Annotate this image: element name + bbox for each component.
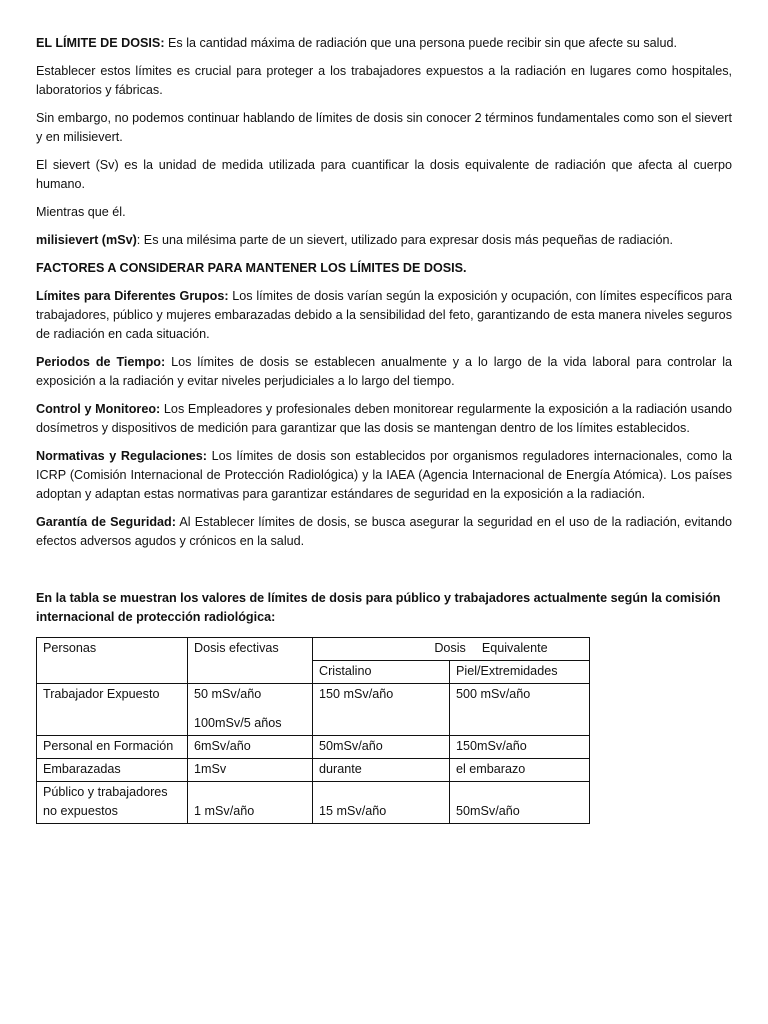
cell-cristalino: 15 mSv/año <box>313 782 450 824</box>
dose-limits-table <box>36 637 590 824</box>
paragraph-importance: Establecer estos límites es crucial para proteger a los trabajadores expuestos a la radiación en lugares como hospitales, laboratorios y fábricas. <box>36 64 732 97</box>
table-row <box>37 759 590 782</box>
cell-persona: Trabajador Expuesto <box>37 684 188 736</box>
cell-persona: Público y trabajadores no expuestos <box>37 782 188 824</box>
cell-cristalino: 50mSv/año <box>313 736 450 759</box>
cell-efectiva: 1mSv <box>188 759 313 782</box>
paragraph-sievert: El sievert (Sv) es la unidad de medida utilizada para cuantificar la dosis equivalente de radiación que afecta al cuerpo humano. <box>36 158 732 191</box>
document-body <box>36 34 732 824</box>
table-row <box>37 684 590 736</box>
table-row <box>37 782 590 824</box>
cell-efectiva: 50 mSv/año 100mSv/5 años <box>188 684 313 736</box>
paragraph-millisievert: milisievert (mSv): Es una milésima parte de un sievert, utilizado para expresar dosis más pequeñas de radiación. <box>36 233 674 247</box>
cell-cristalino: durante <box>313 759 450 782</box>
table-header-row <box>37 638 590 661</box>
cell-cristalino: 150 mSv/año <box>313 684 450 736</box>
header-cristalino: Cristalino <box>313 661 450 684</box>
paragraph-safety: Garantía de Seguridad: Al Establecer límites de dosis, se busca asegurar la seguridad en el uso de la radiación, evitando efectos adversos agudos y crónicos en la salud. <box>36 515 733 548</box>
table-row <box>37 736 590 759</box>
paragraph-time-periods: Periodos de Tiempo: Los límites de dosis se establecen anualmente y a lo largo de la vida laboral para controlar la exposición a la radiación y evitar niveles perjudiciales a lo largo del tiempo. <box>36 355 732 388</box>
paragraph-regulations: Normativas y Regulaciones: Los límites de dosis son establecidos por organismos reguladores internacionales, como la ICRP (Comisión Internacional de Protección Radiológica) y la IAEA (Agencia Internacional de Energía Atómica). Los países adoptan y adaptan estas normativas para garantizar estándares de seguridad en la exposición a la radiación. <box>36 449 732 501</box>
header-dosis-equivalente: Dosis Equivalente <box>313 638 590 661</box>
header-personas: Personas <box>37 638 188 684</box>
cell-efectiva: 1 mSv/año <box>188 782 313 824</box>
cell-piel: 150mSv/año <box>450 736 590 759</box>
paragraph-groups: Límites para Diferentes Grupos: Los límites de dosis varían según la exposición y ocupación, con límites específicos para trabajadores, público y mujeres embarazadas debido a la sensibilidad del feto, garantizando de esta manera niveles seguros de radiación en cada situación. <box>36 289 732 341</box>
cell-piel: el embarazo <box>450 759 590 782</box>
section-heading-factors: FACTORES A CONSIDERAR PARA MANTENER LOS LÍMITES DE DOSIS. <box>36 261 467 275</box>
cell-persona: Embarazadas <box>37 759 188 782</box>
header-dosis-efectivas: Dosis efectivas <box>188 638 313 684</box>
cell-piel: 500 mSv/año <box>450 684 590 736</box>
cell-piel: 50mSv/año <box>450 782 590 824</box>
header-piel: Piel/Extremidades <box>450 661 590 684</box>
table-intro: En la tabla se muestran los valores de límites de dosis para público y trabajadores actualmente según la comisión internacional de protección radiológica: <box>36 591 721 624</box>
paragraph-terms: Sin embargo, no podemos continuar hablando de límites de dosis sin conocer 2 términos fundamentales como son el sievert y en milisievert. <box>36 111 732 144</box>
paragraph-dose-limit-definition: EL LÍMITE DE DOSIS: Es la cantidad máxima de radiación que una persona puede recibir sin que afecte su salud. <box>36 36 677 50</box>
paragraph-mientras: Mientras que él. <box>36 205 126 219</box>
cell-efectiva: 6mSv/año <box>188 736 313 759</box>
paragraph-monitoring: Control y Monitoreo: Los Empleadores y profesionales deben monitorear regularmente la exposición a la radiación usando dosímetros y dispositivos de medición para garantizar que las dosis se mantengan dentro de los límites establecidos. <box>36 402 732 435</box>
cell-persona: Personal en Formación <box>37 736 188 759</box>
